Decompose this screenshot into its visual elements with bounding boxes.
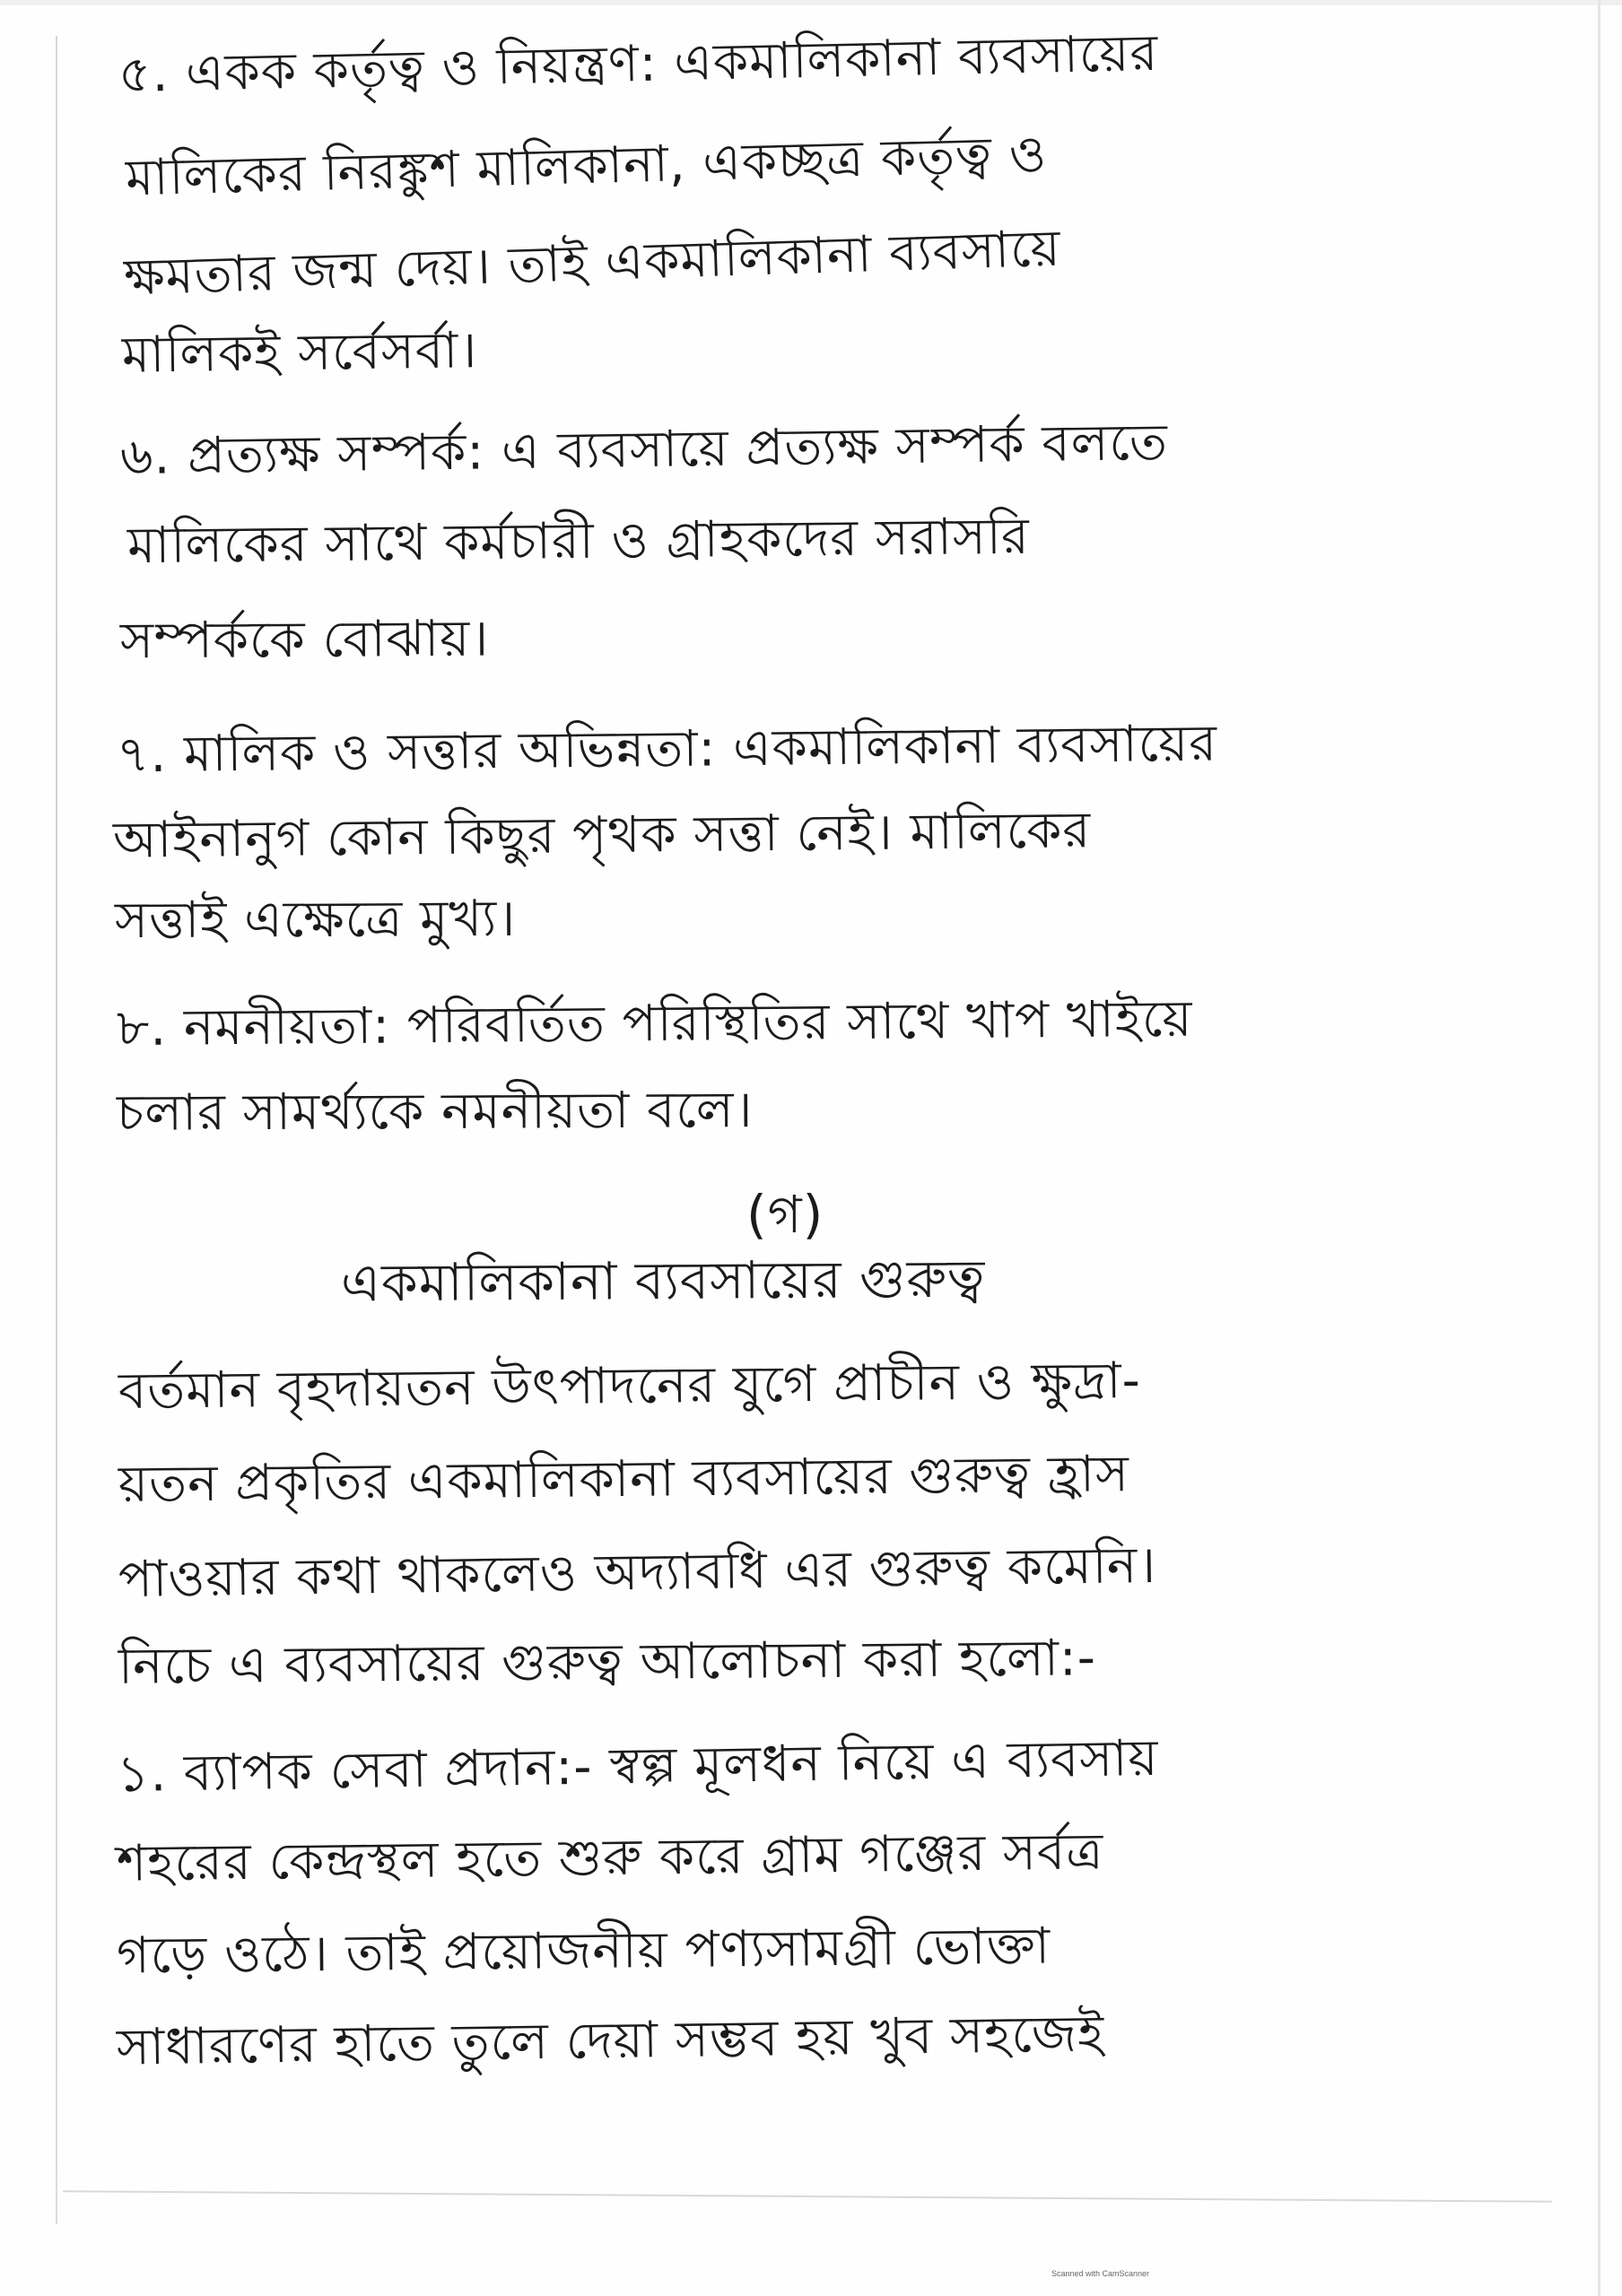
importance-1-line-3: গড়ে ওঠে। তাই প্রয়োজনীয় পণ্যসামগ্রী ভোক্তা — [116, 1917, 1051, 1986]
point-6-line-3: সম্পর্ককে বোঝায়। — [119, 609, 490, 671]
point-6-line-2: মালিকের সাথে কর্মচারী ও গ্রাহকদের সরাসরি — [126, 507, 1031, 576]
section-label: (গ) — [746, 1184, 824, 1245]
section-heading: একমালিকানা ব্যবসায়ের গুরুত্ব — [340, 1248, 986, 1314]
point-8-line-1: ৮. নমনীয়তা: পরিবর্তিত পরিস্থিতির সাথে খাপ খাইয়ে — [116, 989, 1193, 1058]
intro-line-4: নিচে এ ব্যবসায়ের গুরুত্ব আলোচনা করা হলো:- — [118, 1629, 1097, 1696]
page-margin-line — [56, 36, 57, 2224]
point-6-line-1: ৬. প্রত্যক্ষ সম্পর্ক: এ ব্যবসায়ে প্রত্যক্ষ সম্পর্ক বলতে — [119, 413, 1169, 487]
point-5-line-3: ক্ষমতার জন্ম দেয়। তাই একমালিকানা ব্যবসায়ে — [123, 219, 1062, 308]
point-7-line-2: আইনানুগ কোন কিছুর পৃথক সত্তা নেই। মালিকের — [112, 801, 1092, 870]
page-right-edge — [1598, 0, 1600, 2296]
importance-1-line-2: শহরের কেন্দ্রস্থল হতে শুরু করে গ্রাম গঞ্জের সর্বত্র — [116, 1822, 1104, 1893]
point-7-line-1: ৭. মালিক ও সত্তার অভিন্নতা: একমালিকানা ব্যবসায়ের — [116, 714, 1218, 785]
page-top-edge — [0, 0, 1622, 5]
point-5-line-2: মালিকের নিরঙ্কুশ মালিকানা, একচ্ছত্র কর্তৃত্ব ও — [125, 125, 1048, 208]
importance-1-line-1: ১. ব্যাপক সেবা প্রদান:- স্বল্প মূলধন নিয়ে এ ব্যবসায় — [116, 1728, 1159, 1805]
point-8-line-2: চলার সামর্থ্যকে নমনীয়তা বলে। — [116, 1081, 754, 1143]
scanner-watermark: Scanned with CamScanner — [1051, 2269, 1150, 2278]
intro-line-2: য়তন প্রকৃতির একমালিকানা ব্যবসায়ের গুরুত্ব হ্রাস — [118, 1445, 1130, 1514]
intro-line-1: বর্তমান বৃহদায়তন উৎপাদনের যুগে প্রাচীন ও ক্ষুদ্রা- — [118, 1352, 1142, 1421]
page-bottom-ruling — [63, 2190, 1552, 2203]
point-5-line-4: মালিকই সর্বেসর্বা। — [121, 321, 478, 385]
importance-1-line-4: সাধারণের হাতে তুলে দেয়া সম্ভব হয় খুব সহজেই — [116, 2005, 1105, 2077]
intro-line-3: পাওয়ার কথা থাকলেও অদ্যাবধি এর গুরুত্ব কমেনি। — [118, 1535, 1157, 1610]
point-5-line-1: ৫. একক কর্তৃত্ব ও নিয়ন্ত্রণ: একমালিকানা ব্যবসায়ের — [118, 23, 1159, 105]
point-7-line-3: সত্তাই এক্ষেত্রে মুখ্য। — [114, 889, 517, 951]
